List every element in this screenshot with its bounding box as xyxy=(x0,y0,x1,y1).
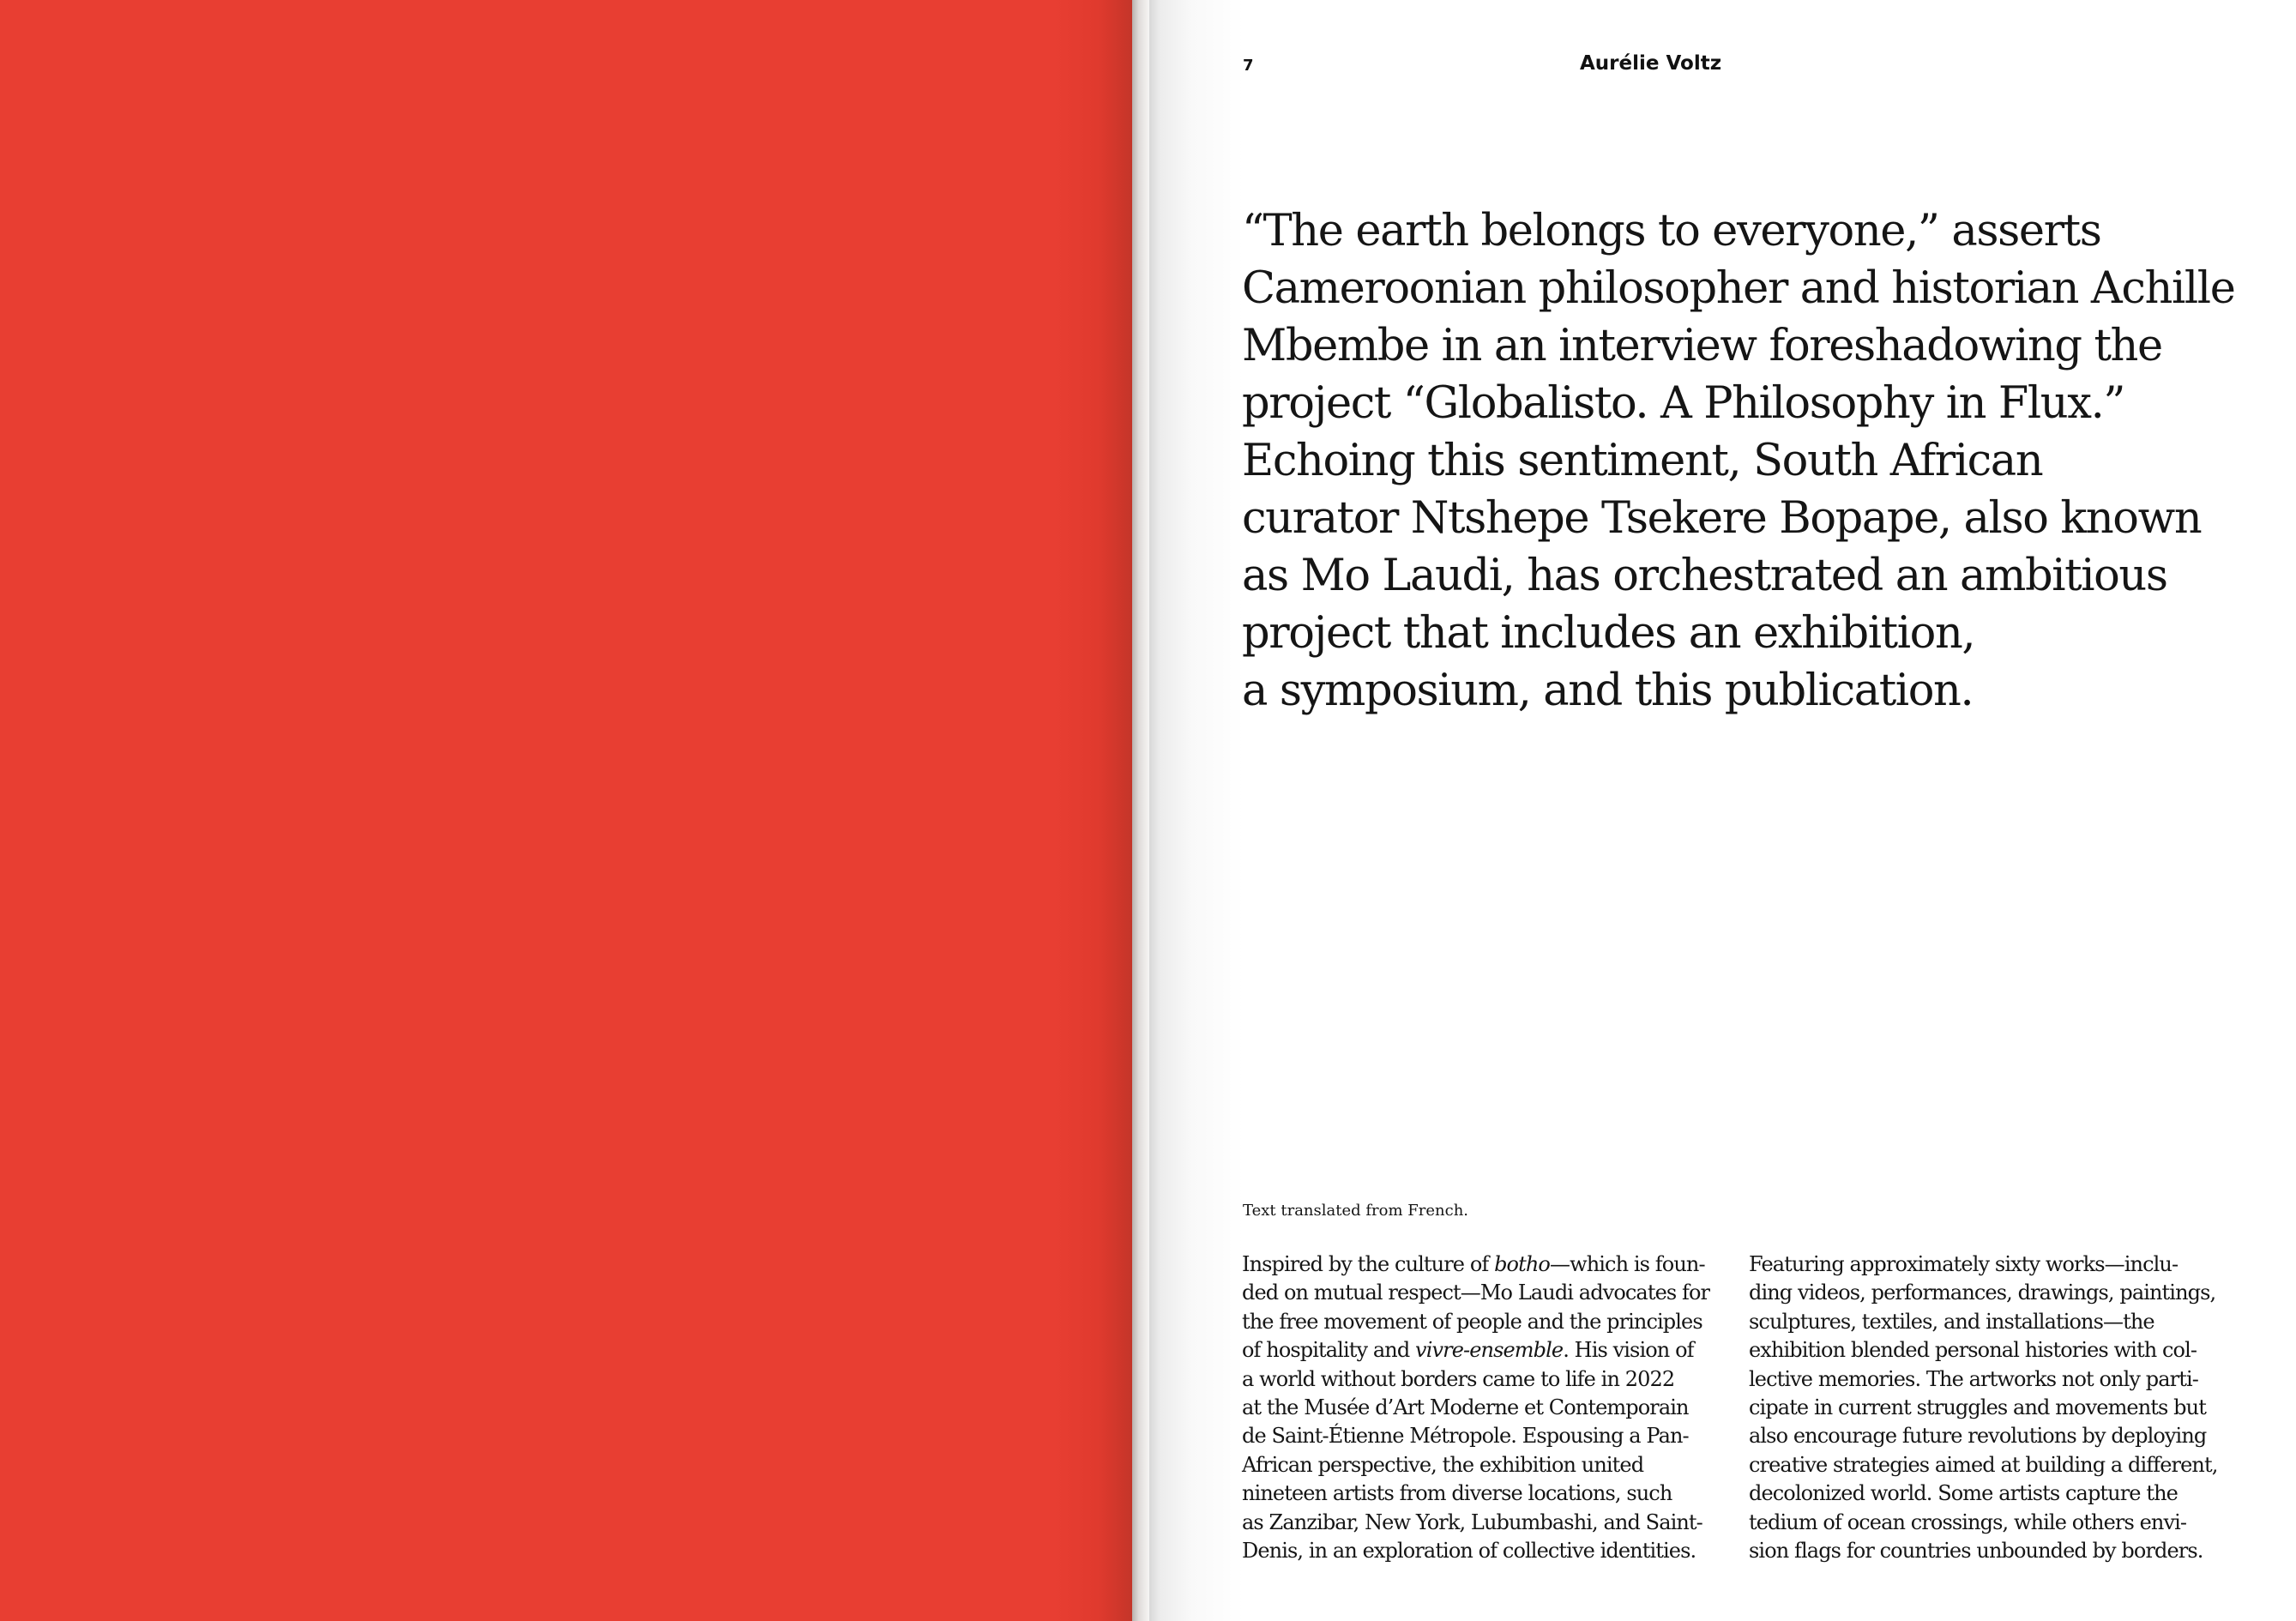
body-line: sion flags for countries unbounded by borders. xyxy=(1749,1539,2203,1564)
body-line: a world without borders came to life in 2022 xyxy=(1242,1366,1675,1391)
body-line: cipate in current struggles and movements but xyxy=(1749,1395,2206,1420)
body-line xyxy=(1242,1336,1731,1365)
italic-term: vivre-ensemble xyxy=(1415,1338,1564,1363)
body-line: exhibition blended personal histories with col- xyxy=(1749,1338,2197,1363)
body-text: . His vision of xyxy=(1563,1338,1694,1363)
body-line: ding videos, performances, drawings, paintings, xyxy=(1749,1281,2216,1305)
body-column-left xyxy=(1242,1250,1731,1565)
body-line: de Saint-Étienne Métropole. Espousing a Pan- xyxy=(1242,1424,1689,1449)
page-gutter-shadow xyxy=(1132,0,1149,1621)
body-line: Denis, in an exploration of collective identities. xyxy=(1242,1539,1696,1564)
page-number: 7 xyxy=(1243,57,1254,75)
body-line: the free movement of people and the principles xyxy=(1242,1309,1702,1334)
body-line: as Zanzibar, New York, Lubumbashi, and Saint- xyxy=(1242,1510,1702,1534)
body-line: also encourage future revolutions by deploying xyxy=(1749,1424,2207,1449)
lead-line: a symposium, and this publication. xyxy=(1242,666,1974,716)
body-line: lective memories. The artworks not only parti- xyxy=(1749,1366,2198,1391)
body-line: creative strategies aimed at building a different, xyxy=(1749,1452,2218,1477)
body-line: ded on mutual respect—Mo Laudi advocates for xyxy=(1242,1281,1710,1305)
body-column-right xyxy=(1749,1250,2238,1565)
right-page xyxy=(1149,0,2296,1621)
body-text: of hospitality and xyxy=(1242,1338,1416,1363)
body-text: Inspired by the culture of xyxy=(1242,1252,1495,1276)
body-line: at the Musée d’Art Moderne et Contemporain xyxy=(1242,1395,1689,1420)
body-line: Featuring approximately sixty works—inclu- xyxy=(1749,1252,2178,1276)
lead-line: curator Ntshepe Tsekere Bopape, also known xyxy=(1242,493,2202,544)
lead-line: Cameroonian philosopher and historian Achille xyxy=(1242,263,2235,314)
lead-line: project that includes an exhibition, xyxy=(1242,608,1975,659)
body-line: decolonized world. Some artists capture the xyxy=(1749,1481,2178,1506)
body-line: sculptures, textiles, and installations—the xyxy=(1749,1309,2154,1334)
body-line xyxy=(1242,1250,1731,1279)
lead-line: Echoing this sentiment, South African xyxy=(1242,436,2043,486)
lead-line: as Mo Laudi, has orchestrated an ambitious xyxy=(1242,551,2167,601)
lead-paragraph xyxy=(1242,202,2235,720)
body-text: —which is foun- xyxy=(1549,1252,1705,1276)
lead-line: “The earth belongs to everyone,” asserts xyxy=(1242,206,2101,256)
body-line: nineteen artists from diverse locations, such xyxy=(1242,1481,1672,1506)
running-head-author: Aurélie Voltz xyxy=(1580,52,1722,75)
body-line: tedium of ocean crossings, while others envi- xyxy=(1749,1510,2187,1534)
red-color-field xyxy=(0,0,1132,1621)
italic-term: botho xyxy=(1494,1252,1550,1276)
lead-line: project “Globalisto. A Philosophy in Flux.” xyxy=(1242,378,2125,429)
translation-note: Text translated from French. xyxy=(1243,1202,1469,1220)
body-line: African perspective, the exhibition united xyxy=(1242,1452,1644,1477)
lead-line: Mbembe in an interview foreshadowing the xyxy=(1242,321,2162,371)
